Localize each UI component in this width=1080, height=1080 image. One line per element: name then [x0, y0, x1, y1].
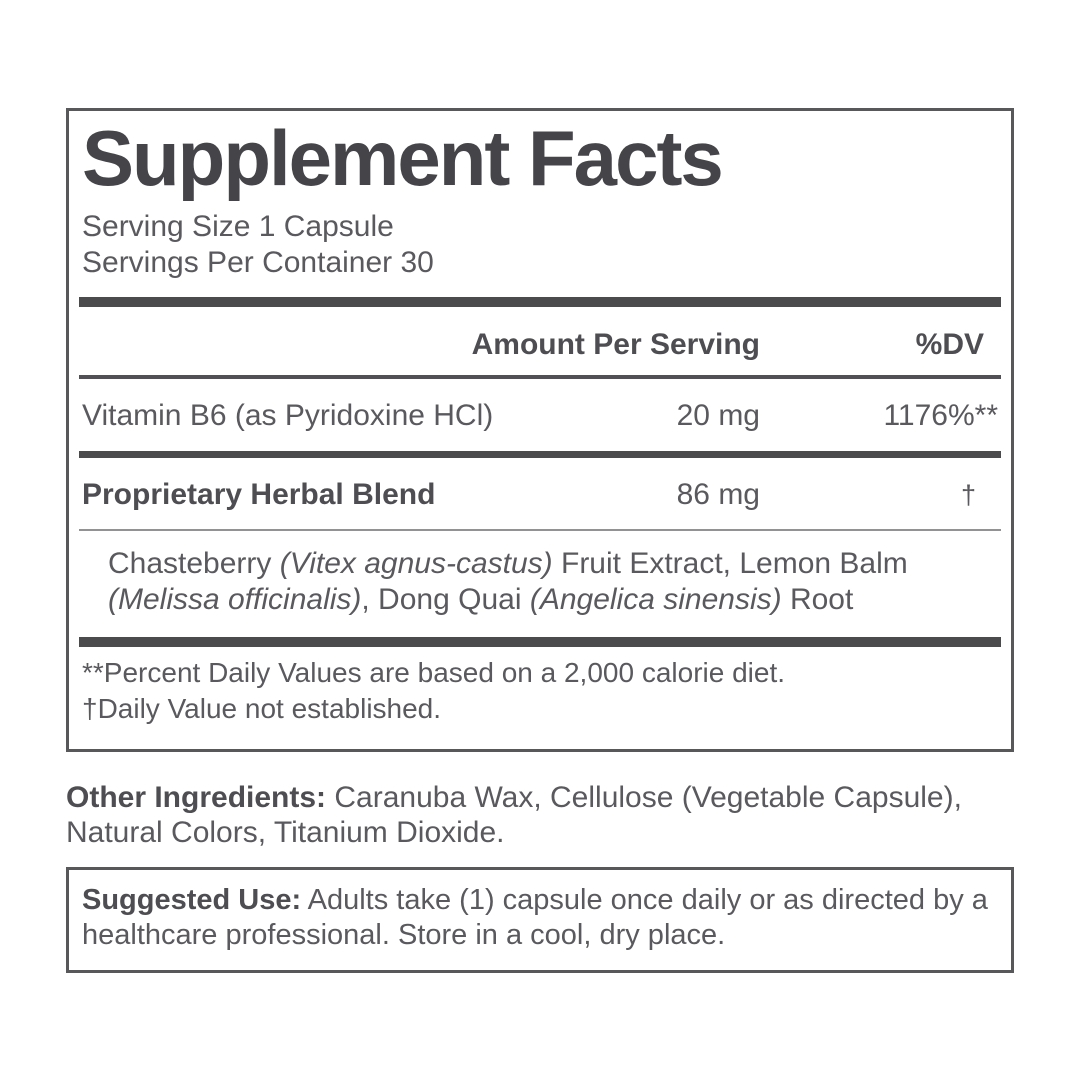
table-row-proprietary-blend — [82, 458, 998, 529]
blend-segment-latin: (Vitex agnus-castus) — [279, 547, 553, 580]
footnote-daily-values: **Percent Daily Values are based on a 2,000 calorie diet. — [82, 657, 786, 688]
panel-title: Supplement Facts — [82, 114, 722, 202]
divider-thick-bottom — [79, 637, 1001, 647]
blend-description — [82, 546, 998, 618]
suggested-use-box — [66, 867, 1014, 973]
other-ingredients-label: Other Ingredients: — [66, 781, 327, 814]
blend-segment-latin: (Melissa officinalis) — [108, 583, 362, 616]
divider-thick-top — [79, 297, 1001, 307]
divider-thin — [79, 529, 1001, 531]
table-header-row — [82, 307, 998, 375]
blend-segment: Chasteberry — [108, 547, 280, 580]
suggested-use-text: Adults take (1) capsule once daily or as directed by a healthcare professional. Store in a cool, dry place. — [82, 884, 988, 951]
blend-segment: Root — [781, 583, 854, 616]
amount-per-serving-header: Amount Per Serving — [471, 328, 760, 361]
table-row-vitamin-b6 — [82, 379, 998, 451]
blend-segment: , Dong Quai — [361, 583, 530, 616]
blend-name: Proprietary Herbal Blend — [82, 478, 436, 511]
other-ingredients-text: Caranuba Wax, Cellulose (Vegetable Capsule), Natural Colors, Titanium Dioxide. — [66, 781, 962, 850]
footnote-dagger: †Daily Value not established. — [82, 693, 442, 725]
blend-amount: 86 mg — [676, 478, 760, 511]
suggested-use-paragraph — [82, 883, 995, 953]
supplement-facts-panel — [66, 108, 1014, 752]
blend-segment: Fruit Extract, Lemon Balm — [552, 547, 908, 580]
nutrient-amount: 20 mg — [676, 399, 760, 432]
blend-dv-dagger: † — [960, 480, 976, 510]
serving-info — [82, 209, 998, 281]
other-ingredients-paragraph — [66, 780, 1014, 850]
suggested-use-label: Suggested Use: — [82, 884, 302, 917]
nutrient-dv: 1176%** — [883, 399, 998, 432]
divider-medium — [79, 451, 1001, 458]
servings-per-container-text: Servings Per Container 30 — [82, 246, 434, 279]
blend-segment-latin: (Angelica sinensis) — [529, 583, 782, 616]
serving-size-text: Serving Size 1 Capsule — [82, 210, 394, 243]
nutrient-name: Vitamin B6 (as Pyridoxine HCl) — [82, 399, 494, 432]
label-content — [66, 108, 1014, 973]
percent-dv-header: %DV — [915, 328, 984, 361]
